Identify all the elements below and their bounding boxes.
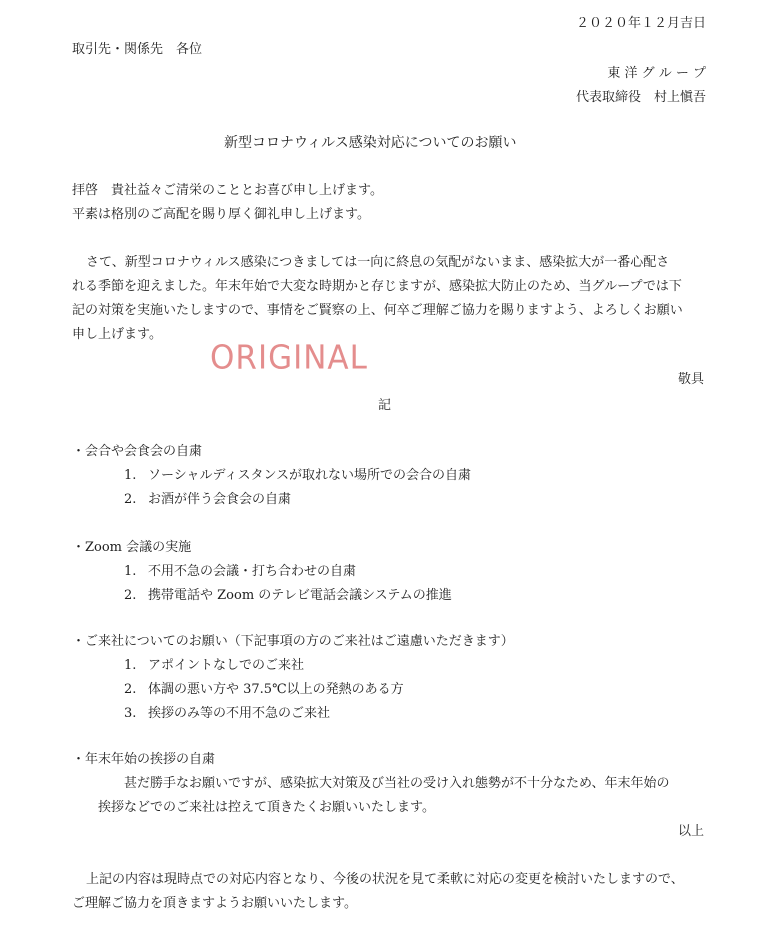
intro-line-3: 記の対策を実施いたしますので、事情をご賢察の上、何卒ご理解ご協力を賜りますよう、よろしくお願い bbox=[72, 303, 683, 318]
list-item-text: 携帯電話や Zoom のテレビ電話会議システムの推進 bbox=[148, 588, 452, 603]
document-title: 新型コロナウィルス感染対応についてのお願い bbox=[224, 135, 517, 151]
list-item bbox=[124, 468, 471, 484]
greeting-line-2: 平素は格別のご高配を賜り厚く御礼申し上げます。 bbox=[72, 207, 370, 222]
list-item-text: ソーシャルディスタンスが取れない場所での会合の自粛 bbox=[148, 468, 472, 483]
new-year-body-line-1: 甚だ勝手なお願いですが、感染拡大対策及び当社の受け入れ態勢が不十分なため、年末年始の bbox=[124, 776, 670, 791]
list-item bbox=[124, 564, 356, 580]
section-heading-new-year: ・年末年始の挨拶の自粛 bbox=[72, 752, 216, 767]
section-heading-visits: ・ご来社についてのお願い（下記事項の方のご来社はご遠慮いただきます） bbox=[72, 634, 514, 649]
list-item-number: 1. bbox=[124, 468, 137, 483]
footer-line-1: 上記の内容は現時点での対応内容となり、今後の状況を見て柔軟に対応の変更を検討いたしますので、 bbox=[86, 872, 684, 887]
ki-label: 記 bbox=[378, 398, 392, 413]
footer-line-2: ご理解ご協力を頂きますようお願いいたします。 bbox=[72, 896, 357, 911]
greeting-line-1: 拝啓 貴社益々ご清栄のこととお喜び申し上げます。 bbox=[72, 183, 383, 198]
list-item-text: お酒が伴う会食会の自粛 bbox=[148, 492, 292, 507]
list-item-text: 体調の悪い方や 37.5℃以上の発熱のある方 bbox=[148, 682, 404, 697]
list-item-number: 1. bbox=[124, 658, 137, 673]
list-item bbox=[124, 682, 404, 698]
original-stamp: ORIGINAL bbox=[210, 339, 368, 377]
section-heading-gatherings: ・会合や会食会の自粛 bbox=[72, 444, 203, 459]
intro-line-1: さて、新型コロナウィルス感染につきましては一向に終息の気配がないまま、感染拡大が一番心配さ bbox=[86, 255, 670, 270]
list-item bbox=[124, 658, 304, 674]
intro-line-4: 申し上げます。 bbox=[72, 327, 162, 342]
section-heading-zoom: ・Zoom 会議の実施 bbox=[72, 540, 192, 555]
closing-ijou: 以上 bbox=[677, 824, 704, 839]
list-item bbox=[124, 706, 330, 722]
sender-person: 代表取締役 村上愼吾 bbox=[575, 90, 706, 105]
list-item-text: 挨拶のみ等の不用不急のご来社 bbox=[148, 706, 331, 721]
list-item-number: 3. bbox=[124, 706, 137, 721]
closing-keigu: 敬具 bbox=[677, 372, 704, 387]
new-year-body-line-2: 挨拶などでのご来社は控えて頂きたくお願いいたします。 bbox=[98, 800, 435, 815]
list-item bbox=[124, 588, 452, 604]
list-item-number: 2. bbox=[124, 682, 137, 697]
list-item-number: 2. bbox=[124, 588, 137, 603]
sender-company: 東 洋 グ ル ー プ bbox=[607, 66, 706, 81]
list-item bbox=[124, 492, 291, 508]
recipient-line: 取引先・関係先 各位 bbox=[72, 42, 203, 57]
list-item-text: アポイントなしでのご来社 bbox=[148, 658, 305, 673]
document-date: ２０２０年１２月吉日 bbox=[575, 16, 706, 31]
list-item-number: 1. bbox=[124, 564, 137, 579]
intro-line-2: れる季節を迎えました。年末年始で大変な時期かと存じますが、感染拡大防止のため、当グループでは下 bbox=[72, 279, 682, 294]
list-item-text: 不用不急の会議・打ち合わせの自粛 bbox=[148, 564, 357, 579]
list-item-number: 2. bbox=[124, 492, 137, 507]
